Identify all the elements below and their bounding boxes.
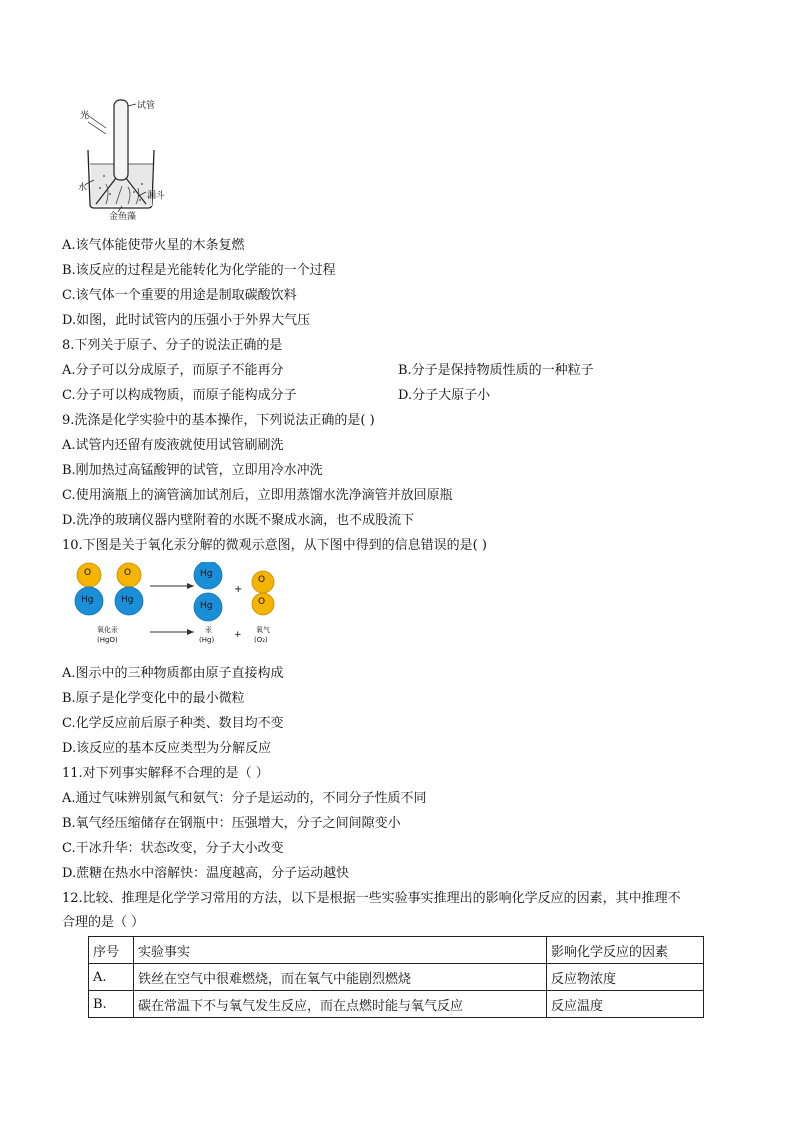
q8-option-a: A.分子可以分成原子，而原子不能再分 xyxy=(62,363,284,378)
apparatus-figure xyxy=(76,92,176,222)
row-b-factor: 反应温度 xyxy=(547,991,704,1018)
q11-option-c: C.干冰升华：状态改变，分子大小改变 xyxy=(62,841,284,856)
atom-label-hg4: Hg xyxy=(200,601,213,611)
label-o2-name: 氧气 xyxy=(256,626,270,634)
q10-option-c: C.化学反应前后原子种类、数目均不变 xyxy=(62,716,284,731)
q8-stem: 8.下列关于原子、分子的说法正确的是 xyxy=(62,338,283,353)
atom-label-hg2: Hg xyxy=(121,595,134,605)
q11-stem: 11.对下列事实解释不合理的是（ ） xyxy=(62,766,269,781)
q10-option-a: A.图示中的三种物质都由原子直接构成 xyxy=(62,666,284,681)
q12-stem-line2: 合理的是（ ） xyxy=(62,915,145,930)
row-b-number: B. xyxy=(89,991,134,1018)
q7-option-c: C.该气体一个重要的用途是制取碳酸饮料 xyxy=(62,288,297,303)
header-number: 序号 xyxy=(89,937,134,964)
q7-option-b: B.该反应的过程是光能转化为化学能的一个过程 xyxy=(62,263,336,278)
plus-sign: + xyxy=(234,584,243,595)
label-hgo-formula: (HgO) xyxy=(97,636,118,644)
atom-label-o3: O xyxy=(258,575,266,585)
label-hg-formula: (Hg) xyxy=(199,636,215,644)
q9-option-b: B.刚加热过高锰酸钾的试管，立即用冷水冲洗 xyxy=(62,463,323,478)
q12-stem-line1: 12.比较、推理是化学学习常用的方法，以下是根据一些实验事实推理出的影响化学反应的因素，其中推理不 xyxy=(62,891,681,906)
label-hg-name: 汞 xyxy=(205,626,212,634)
atom-label-o4: O xyxy=(258,597,266,607)
q7-option-a: A.该气体能使带火星的木条复燃 xyxy=(62,238,245,253)
q9-option-a: A.试管内还留有废液就使用试管刷刷洗 xyxy=(62,438,284,453)
q9-stem: 9.洗涤是化学实验中的基本操作，下列说法正确的是( ) xyxy=(62,413,375,428)
hgo-decomposition-diagram xyxy=(70,562,300,654)
q10-option-d: D.该反应的基本反应类型为分解反应 xyxy=(62,741,272,756)
table-header-row xyxy=(89,937,704,964)
label-o2-formula: (O₂) xyxy=(254,636,268,644)
header-factor: 影响化学反应的因素 xyxy=(547,937,704,964)
label-tube: 试管 xyxy=(137,101,156,111)
atom-label-o2: O xyxy=(124,568,132,578)
table-row xyxy=(89,964,704,991)
q11-option-b: B.氧气经压缩储存在钢瓶中：压强增大，分子之间间隙变小 xyxy=(62,816,401,831)
table-row xyxy=(89,991,704,1018)
label-plant: 金鱼藻 xyxy=(109,212,137,222)
q10-stem: 10.下图是关于氧化汞分解的微观示意图，从下图中得到的信息错误的是( ) xyxy=(62,538,487,553)
row-a-factor: 反应物浓度 xyxy=(547,964,704,991)
atom-label-o1: O xyxy=(84,568,92,578)
q9-option-c: C.使用滴瓶上的滴管滴加试剂后，立即用蒸馏水洗净滴管并放回原瓶 xyxy=(62,488,453,503)
q9-option-d: D.洗净的玻璃仪器内壁附着的水既不聚成水滴，也不成股流下 xyxy=(62,513,415,528)
q8-option-b: B.分子是保持物质性质的一种粒子 xyxy=(398,363,594,378)
q11-option-d: D.蔗糖在热水中溶解快：温度越高，分子运动越快 xyxy=(62,866,350,881)
row-a-number: A. xyxy=(89,964,134,991)
label-light: 光 xyxy=(80,111,90,121)
q8-option-d: D.分子大原子小 xyxy=(398,388,491,403)
q10-option-b: B.原子是化学变化中的最小微粒 xyxy=(62,691,245,706)
row-b-fact: 碳在常温下不与氧气发生反应，而在点燃时能与氧气反应 xyxy=(134,991,547,1018)
q11-option-a: A.通过气味辨别氮气和氨气：分子是运动的，不同分子性质不同 xyxy=(62,791,427,806)
atom-label-hg3: Hg xyxy=(200,569,213,579)
label-water: 水 xyxy=(78,183,88,193)
q12-table xyxy=(88,936,704,1018)
header-fact: 实验事实 xyxy=(134,937,547,964)
q8-option-c: C.分子可以构成物质，而原子能构成分子 xyxy=(62,388,297,403)
q7-option-d: D.如图，此时试管内的压强小于外界大气压 xyxy=(62,313,311,328)
row-a-fact: 铁丝在空气中很难燃烧，而在氧气中能剧烈燃烧 xyxy=(134,964,547,991)
plus-sign-bottom: + xyxy=(234,630,242,640)
atom-label-hg1: Hg xyxy=(81,595,94,605)
label-hgo-name: 氧化汞 xyxy=(97,626,118,634)
label-funnel: 漏斗 xyxy=(147,191,166,201)
